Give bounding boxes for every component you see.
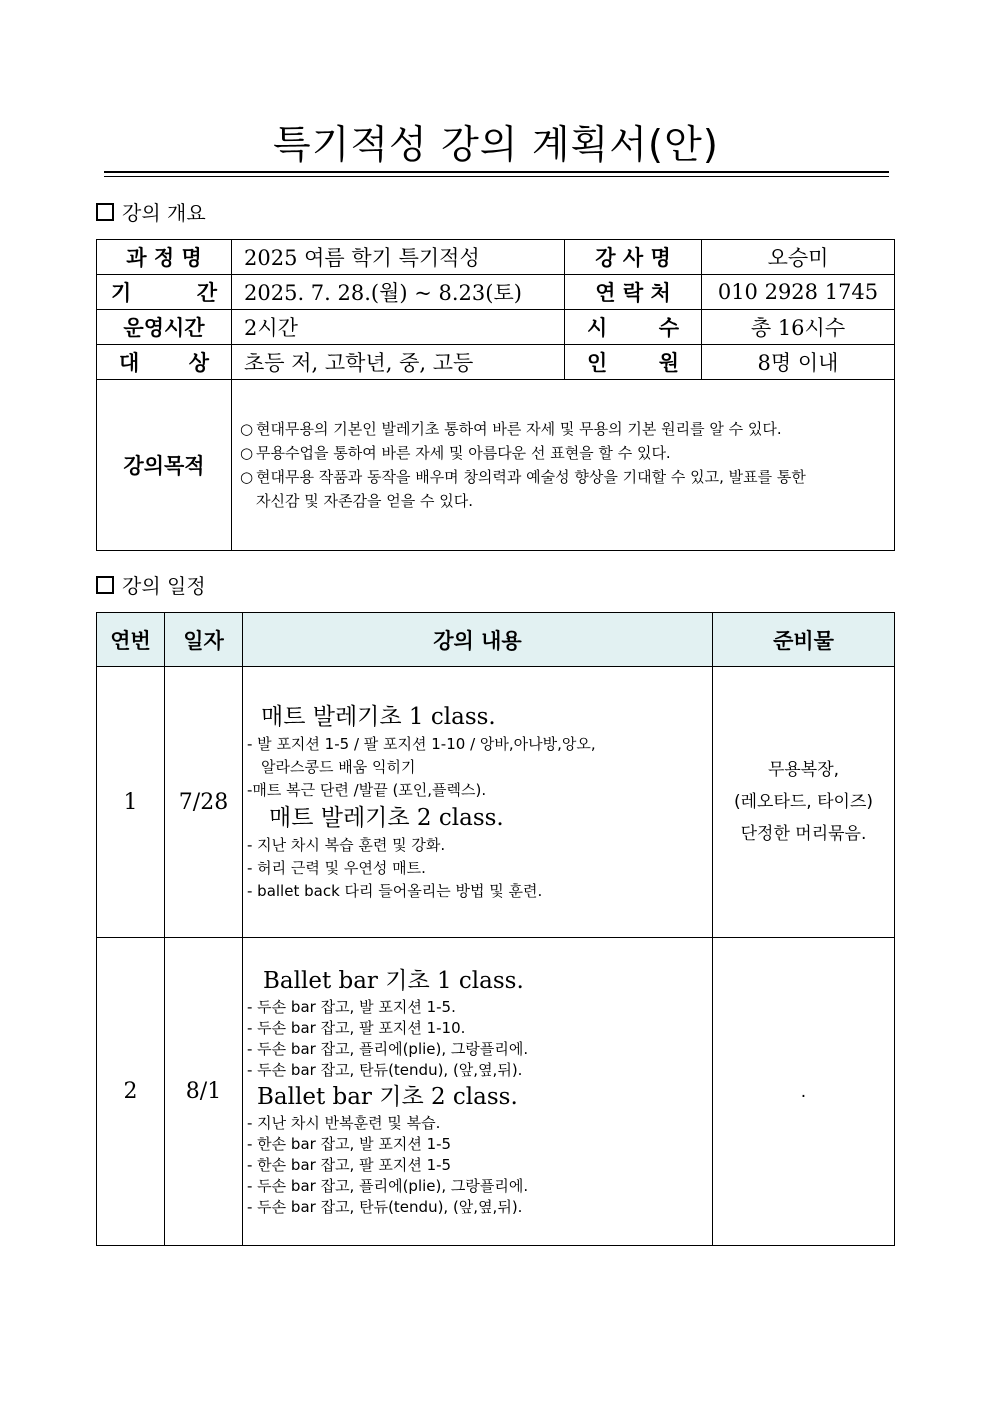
goal-content	[232, 380, 895, 551]
table-row	[97, 310, 895, 345]
checkbox-icon	[96, 576, 114, 594]
class-item: 알라스콩드 배움 익히기	[261, 758, 416, 776]
class-item: - 두손 bar 잡고, 발 포지션 1-5.	[247, 998, 456, 1016]
goal-item: ○ 현대무용의 기본인 발레기초 통하여 바른 자세 및 무용의 기본 원리를 알 수 있다.	[240, 420, 782, 438]
prep-item: 무용복장,	[767, 760, 840, 780]
course-label: 과 정 명	[97, 240, 232, 275]
class-item: - 허리 근력 및 우연성 매트.	[247, 859, 426, 877]
prep-item: .	[800, 1081, 807, 1102]
goal-item-continuation: 자신감 및 자존감을 얻을 수 있다.	[256, 492, 473, 510]
target-label: 대 상	[97, 345, 232, 380]
contact-value: 010 2928 1745	[702, 275, 895, 310]
class-item: - 두손 bar 잡고, 팔 포지션 1-10.	[247, 1019, 466, 1037]
instructor-label: 강 사 명	[565, 240, 702, 275]
hours-label: 운영시간	[97, 310, 232, 345]
class-item: -매트 복근 단련 /발끝 (포인,플렉스).	[247, 781, 487, 799]
row-num: 1	[97, 667, 165, 938]
overview-heading-label: 강의 개요	[122, 201, 206, 225]
target-value: 초등 저, 고학년, 중, 고등	[232, 345, 565, 380]
table-row	[97, 380, 895, 551]
row-content	[243, 667, 713, 938]
class-item: - 두손 bar 잡고, 탄듀(tendu), (앞,옆,뒤).	[247, 1198, 523, 1216]
prep-item: (레오타드, 타이즈)	[733, 792, 874, 812]
class-item: - 지난 차시 복습 훈련 및 강화.	[247, 836, 446, 854]
title-underline	[104, 171, 889, 173]
class-title: Ballet bar 기초 1 class.	[263, 968, 524, 994]
row-content	[243, 938, 713, 1246]
schedule-table	[96, 612, 895, 1246]
class-item: - 두손 bar 잡고, 탄듀(tendu), (앞,옆,뒤).	[247, 1061, 523, 1079]
table-row	[97, 938, 895, 1246]
table-row	[97, 345, 895, 380]
class-title: 매트 발레기초 2 class.	[269, 805, 504, 831]
capacity-label: 인 원	[565, 345, 702, 380]
schedule-heading-label: 강의 일정	[122, 574, 206, 598]
class-item: - 두손 bar 잡고, 플리에(plie), 그랑플리에.	[247, 1177, 529, 1195]
table-row	[97, 240, 895, 275]
contact-label: 연 락 처	[565, 275, 702, 310]
row-prep	[713, 938, 895, 1246]
period-value: 2025. 7. 28.(월) ~ 8.23(토)	[232, 275, 565, 310]
table-header-row	[97, 613, 895, 667]
goal-item: ○ 현대무용 작품과 동작을 배우며 창의력과 예술성 향상을 기대할 수 있고, 발표를 통한	[240, 468, 806, 486]
hours-value: 2시간	[232, 310, 565, 345]
sessions-label: 시 수	[565, 310, 702, 345]
class-title: Ballet bar 기초 2 class.	[257, 1084, 518, 1110]
class-title: 매트 발레기초 1 class.	[261, 704, 496, 730]
goal-label: 강의목적	[97, 380, 232, 551]
row-date: 7/28	[165, 667, 243, 938]
overview-section-heading	[96, 197, 206, 226]
sessions-value: 총 16시수	[702, 310, 895, 345]
course-value: 2025 여름 학기 특기적성	[232, 240, 565, 275]
class-item: - 두손 bar 잡고, 플리에(plie), 그랑플리에.	[247, 1040, 529, 1058]
schedule-section-heading	[96, 570, 206, 599]
class-item: - ballet back 다리 들어올리는 방법 및 훈련.	[247, 882, 543, 900]
header-content: 강의 내용	[243, 613, 713, 667]
title-underline-thin	[104, 176, 889, 177]
class-item: - 한손 bar 잡고, 발 포지션 1-5	[247, 1135, 452, 1153]
overview-table	[96, 239, 895, 551]
class-item: - 지난 차시 반복훈련 및 복습.	[247, 1114, 441, 1132]
prep-item: 단정한 머리묶음.	[740, 824, 867, 844]
table-row	[97, 275, 895, 310]
row-num: 2	[97, 938, 165, 1246]
goal-item: ○ 무용수업을 통하여 바른 자세 및 아름다운 선 표현을 할 수 있다.	[240, 444, 671, 462]
class-item: - 한손 bar 잡고, 팔 포지션 1-5	[247, 1156, 452, 1174]
table-row	[97, 667, 895, 938]
page-title: 특기적성 강의 계획서(안)	[273, 123, 719, 168]
row-date: 8/1	[165, 938, 243, 1246]
capacity-value: 8명 이내	[702, 345, 895, 380]
header-num: 연번	[97, 613, 165, 667]
class-item: - 발 포지션 1-5 / 팔 포지션 1-10 / 앙바,아나방,앙오,	[247, 735, 596, 753]
period-label: 기 간	[97, 275, 232, 310]
instructor-value: 오승미	[702, 240, 895, 275]
row-prep	[713, 667, 895, 938]
header-date: 일자	[165, 613, 243, 667]
checkbox-icon	[96, 203, 114, 221]
header-prep: 준비물	[713, 613, 895, 667]
